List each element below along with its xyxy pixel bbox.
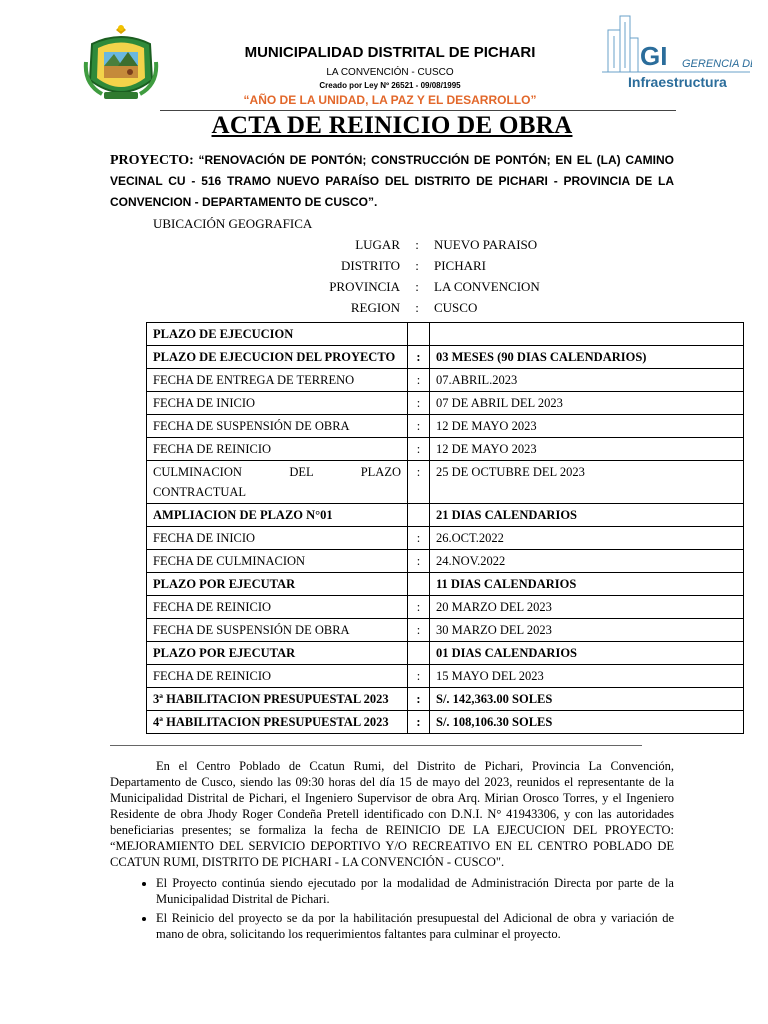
schedule-label: FECHA DE REINICIO: [147, 596, 408, 619]
schedule-value: 15 MAYO DEL 2023: [430, 665, 744, 688]
location-key: REGION: [350, 300, 400, 315]
table-row: [147, 392, 744, 415]
list-item: • El Reinicio del proyecto se da por la habilitación presupuestal del Adicional de obra y variación de mano de obra, solicitando los requerimientos faltantes para culminar el proyecto.: [156, 911, 674, 942]
location-value: PICHARI: [434, 258, 487, 273]
gerencia-de-text: GERENCIA DE: [682, 58, 752, 70]
schedule-label: PLAZO POR EJECUTAR: [147, 642, 408, 665]
schedule-value: 30 MARZO DEL 2023: [430, 619, 744, 642]
schedule-label: 4ª HABILITACION PRESUPUESTAL 2023: [147, 711, 408, 734]
schedule-value: 20 MARZO DEL 2023: [430, 596, 744, 619]
schedule-separator: :: [408, 369, 430, 392]
schedule-separator: :: [408, 596, 430, 619]
location-key: LUGAR: [355, 237, 400, 252]
schedule-value: 01 DIAS CALENDARIOS: [430, 642, 744, 665]
gerencia-infraestructura-logo: [600, 12, 752, 92]
schedule-label: 3ª HABILITACION PRESUPUESTAL 2023: [147, 688, 408, 711]
schedule-label: PLAZO POR EJECUTAR: [147, 573, 408, 596]
table-row: [147, 711, 744, 734]
gi-initials: GI: [640, 41, 668, 71]
schedule-label: FECHA DE SUSPENSIÓN DE OBRA: [147, 619, 408, 642]
schedule-separator: :: [408, 461, 430, 504]
table-row: [147, 415, 744, 438]
schedule-label: FECHA DE CULMINACION: [147, 550, 408, 573]
schedule-label: FECHA DE INICIO: [147, 392, 408, 415]
schedule-separator: :: [408, 665, 430, 688]
province-line: LA CONVENCIÓN - CUSCO: [326, 67, 454, 78]
location-colon: :: [415, 237, 419, 252]
schedule-label: PLAZO DE EJECUCION: [147, 323, 408, 346]
table-row: [147, 527, 744, 550]
schedule-value: [430, 323, 744, 346]
table-row: [147, 642, 744, 665]
table-row: [147, 438, 744, 461]
schedule-value: 12 DE MAYO 2023: [430, 415, 744, 438]
schedule-value: 25 DE OCTUBRE DEL 2023: [430, 461, 744, 504]
municipality-name: MUNICIPALIDAD DISTRITAL DE PICHARI: [244, 44, 536, 61]
table-row: [147, 665, 744, 688]
observations-list: [110, 876, 674, 946]
schedule-value: 26.OCT.2022: [430, 527, 744, 550]
schedule-separator: :: [408, 619, 430, 642]
list-item: • El Proyecto continúa siendo ejecutado por la modalidad de Administración Directa por parte de la Municipalidad Distrital de Pichari.: [156, 876, 674, 907]
location-row: [200, 300, 478, 320]
schedule-label: CULMINACION DEL PLAZO CONTRACTUAL: [147, 461, 408, 504]
schedule-value: 21 DIAS CALENDARIOS: [430, 504, 744, 527]
schedule-separator: :: [408, 688, 430, 711]
location-row: [200, 237, 538, 257]
schedule-separator: :: [408, 550, 430, 573]
creation-law-line: Creado por Ley Nº 26521 - 09/08/1995: [319, 81, 461, 90]
schedule-separator: :: [408, 527, 430, 550]
location-value: CUSCO: [434, 300, 478, 315]
schedule-label: AMPLIACION DE PLAZO N°01: [147, 504, 408, 527]
schedule-label: FECHA DE SUSPENSIÓN DE OBRA: [147, 415, 408, 438]
table-row: [147, 550, 744, 573]
schedule-value: 03 MESES (90 DIAS CALENDARIOS): [430, 346, 744, 369]
schedule-value: 07 DE ABRIL DEL 2023: [430, 392, 744, 415]
table-row: [147, 573, 744, 596]
project-label: PROYECTO:: [110, 153, 194, 168]
project-text: “RENOVACIÓN DE PONTÓN; CONSTRUCCIÓN DE PONTÓN; EN EL (LA) CAMINO VECINAL CU - 516 TRAMO NUEVO PARAÍSO DEL DISTRITO DE PICHARI - PROVINCIA DE LA CONVENCION - DEPARTAMENTO DE CUSCO”.: [110, 153, 675, 209]
municipality-crest-logo: [82, 22, 160, 104]
schedule-separator: :: [408, 711, 430, 734]
location-key: PROVINCIA: [329, 279, 400, 294]
schedule-value: 11 DIAS CALENDARIOS: [430, 573, 744, 596]
schedule-label: FECHA DE REINICIO: [147, 665, 408, 688]
table-row: [147, 323, 744, 346]
schedule-label: FECHA DE REINICIO: [147, 438, 408, 461]
schedule-value: S/. 108,106.30 SOLES: [430, 711, 744, 734]
location-value: NUEVO PARAISO: [434, 237, 538, 252]
location-key: DISTRITO: [341, 258, 400, 273]
schedule-label: FECHA DE ENTREGA DE TERRENO: [147, 369, 408, 392]
schedule-value: S/. 142,363.00 SOLES: [430, 688, 744, 711]
table-row: [147, 619, 744, 642]
location-row: [200, 258, 487, 278]
section-divider: [110, 745, 642, 746]
location-value: LA CONVENCION: [434, 279, 540, 294]
schedule-value: 12 DE MAYO 2023: [430, 438, 744, 461]
schedule-table: [146, 322, 744, 734]
location-row: [200, 279, 540, 299]
schedule-label: PLAZO DE EJECUCION DEL PROYECTO: [147, 346, 408, 369]
schedule-value: 07.ABRIL.2023: [430, 369, 744, 392]
header-divider: [160, 110, 676, 111]
schedule-label: FECHA DE INICIO: [147, 527, 408, 550]
schedule-separator: [408, 573, 430, 596]
schedule-separator: [408, 504, 430, 527]
table-row: [147, 346, 744, 369]
table-row: [147, 461, 744, 504]
table-row: [147, 504, 744, 527]
schedule-separator: :: [408, 438, 430, 461]
infraestructura-text: Infraestructura: [628, 74, 727, 90]
location-colon: :: [415, 300, 419, 315]
table-row: [147, 688, 744, 711]
schedule-separator: [408, 642, 430, 665]
act-paragraph: En el Centro Poblado de Ccatun Rumi, del Distrito de Pichari, Provincia La Convención, Departamento de Cusco, siendo las 09:30 horas del día 15 de mayo del 2023, reunidos el representante de la Municipalidad Distrital de Pichari, el Ingeniero Supervisor de obra Arq. Mirian Orosco Torres, y el Ingeniero Residente de obra Jhody Roger Condeña Pretell identificado con D.N.I. N° 41943306, y con las autoridades beneficiarias presentes; se formaliza la fecha de REINICIO DE LA EJECUCION DEL PROYECTO: “MEJORAMIENTO DEL SERVICIO DEPORTIVO Y/O RECREATIVO EN EL CENTRO POBLADO DE CCATUN RUMI, DISTRITO DE PICHARI - LA CONVENCIÓN - CUSCO".: [110, 759, 674, 869]
project-description: [110, 150, 674, 213]
schedule-separator: [408, 323, 430, 346]
table-row: [147, 369, 744, 392]
year-motto: “AÑO DE LA UNIDAD, LA PAZ Y EL DESARROLLO”: [243, 93, 537, 107]
schedule-value: 24.NOV.2022: [430, 550, 744, 573]
location-colon: :: [415, 279, 419, 294]
schedule-separator: :: [408, 392, 430, 415]
location-colon: :: [415, 258, 419, 273]
schedule-separator: :: [408, 346, 430, 369]
table-row: [147, 596, 744, 619]
schedule-separator: :: [408, 415, 430, 438]
location-heading: UBICACIÓN GEOGRAFICA: [153, 216, 313, 231]
document-title: ACTA DE REINICIO DE OBRA: [211, 112, 573, 139]
